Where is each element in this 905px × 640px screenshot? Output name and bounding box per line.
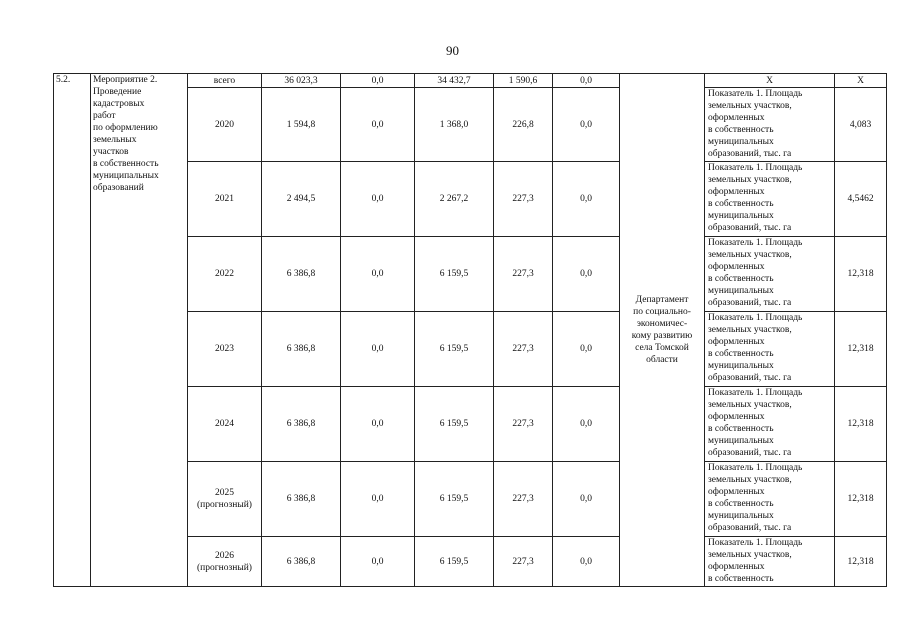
value-cell: 12,318 bbox=[835, 237, 887, 312]
local-cell: 227,3 bbox=[494, 237, 553, 312]
indicator-cell: Х bbox=[705, 74, 835, 88]
other-cell: 0,0 bbox=[553, 537, 620, 587]
other-cell: 0,0 bbox=[553, 237, 620, 312]
local-cell: 227,3 bbox=[494, 537, 553, 587]
local-cell: 226,8 bbox=[494, 88, 553, 162]
table-row-total bbox=[54, 74, 887, 88]
federal-cell: 0,0 bbox=[341, 162, 415, 237]
year-cell bbox=[188, 237, 262, 312]
year-cell bbox=[188, 537, 262, 587]
year-cell bbox=[188, 387, 262, 462]
total-cell: 2 494,5 bbox=[262, 162, 341, 237]
indicator-cell: Показатель 1. Площадь земельных участков, оформленных в собственность муниципальных образований, тыс. га bbox=[705, 387, 835, 462]
other-cell: 0,0 bbox=[553, 74, 620, 88]
year-label: 2022 bbox=[215, 269, 234, 279]
total-cell: 6 386,8 bbox=[262, 387, 341, 462]
total-cell: 6 386,8 bbox=[262, 237, 341, 312]
federal-cell: 0,0 bbox=[341, 74, 415, 88]
regional-cell: 34 432,7 bbox=[415, 74, 494, 88]
value-cell: 12,318 bbox=[835, 537, 887, 587]
other-cell: 0,0 bbox=[553, 462, 620, 537]
local-cell: 227,3 bbox=[494, 462, 553, 537]
regional-cell: 6 159,5 bbox=[415, 462, 494, 537]
total-cell: 6 386,8 bbox=[262, 537, 341, 587]
total-cell: 36 023,3 bbox=[262, 74, 341, 88]
year-label: 2025 bbox=[215, 488, 234, 498]
other-cell: 0,0 bbox=[553, 162, 620, 237]
year-cell bbox=[188, 312, 262, 387]
indicator-cell: Показатель 1. Площадь земельных участков, оформленных в собственность муниципальных образований, тыс. га bbox=[705, 462, 835, 537]
federal-cell: 0,0 bbox=[341, 387, 415, 462]
regional-cell: 6 159,5 bbox=[415, 537, 494, 587]
page-number: 90 bbox=[446, 43, 459, 58]
other-cell: 0,0 bbox=[553, 387, 620, 462]
regional-cell: 6 159,5 bbox=[415, 387, 494, 462]
activity-name-text: Мероприятие 2. Проведение кадастровых работ по оформлению земельных участков в собственность муниципальных образований bbox=[93, 75, 159, 193]
federal-cell: 0,0 bbox=[341, 237, 415, 312]
value-cell: 4,5462 bbox=[835, 162, 887, 237]
value-cell: 12,318 bbox=[835, 462, 887, 537]
indicator-cell: Показатель 1. Площадь земельных участков, оформленных в собственность муниципальных образований, тыс. га bbox=[705, 88, 835, 162]
total-cell: 6 386,8 bbox=[262, 462, 341, 537]
local-cell: 227,3 bbox=[494, 162, 553, 237]
department-cell bbox=[620, 74, 705, 587]
year-label: 2026 bbox=[215, 550, 234, 561]
value-cell: 4,083 bbox=[835, 88, 887, 162]
year-cell bbox=[188, 88, 262, 162]
forecast-label: (прогнозный) bbox=[197, 562, 252, 573]
year-label: 2021 bbox=[215, 194, 234, 204]
other-cell: 0,0 bbox=[553, 312, 620, 387]
forecast-label: (прогнозный) bbox=[197, 500, 252, 510]
year-cell bbox=[188, 462, 262, 537]
value-cell: 12,318 bbox=[835, 312, 887, 387]
year-label: 2024 bbox=[215, 419, 234, 429]
federal-cell: 0,0 bbox=[341, 462, 415, 537]
year-label: 2023 bbox=[215, 344, 234, 354]
year-cell: всего bbox=[188, 74, 262, 88]
year-label: 2020 bbox=[215, 119, 234, 130]
indicator-cell: Показатель 1. Площадь земельных участков, оформленных в собственность bbox=[705, 537, 835, 587]
local-cell: 227,3 bbox=[494, 312, 553, 387]
local-cell: 1 590,6 bbox=[494, 74, 553, 88]
federal-cell: 0,0 bbox=[341, 88, 415, 162]
program-table bbox=[53, 73, 887, 587]
value-cell: 12,318 bbox=[835, 387, 887, 462]
regional-cell: 1 368,0 bbox=[415, 88, 494, 162]
row-number-cell: 5.2. bbox=[54, 74, 91, 587]
total-cell: 6 386,8 bbox=[262, 312, 341, 387]
total-cell: 1 594,8 bbox=[262, 88, 341, 162]
indicator-cell: Показатель 1. Площадь земельных участков, оформленных в собственность муниципальных образований, тыс. га bbox=[705, 237, 835, 312]
regional-cell: 6 159,5 bbox=[415, 312, 494, 387]
federal-cell: 0,0 bbox=[341, 312, 415, 387]
federal-cell: 0,0 bbox=[341, 537, 415, 587]
other-cell: 0,0 bbox=[553, 88, 620, 162]
department-text: Департамент по социально- экономичес- кому развитию села Томской области bbox=[631, 295, 693, 365]
regional-cell: 6 159,5 bbox=[415, 237, 494, 312]
indicator-cell: Показатель 1. Площадь земельных участков, оформленных в собственность муниципальных образований, тыс. га bbox=[705, 312, 835, 387]
indicator-cell: Показатель 1. Площадь земельных участков, оформленных в собственность муниципальных образований, тыс. га bbox=[705, 162, 835, 237]
regional-cell: 2 267,2 bbox=[415, 162, 494, 237]
year-cell bbox=[188, 162, 262, 237]
local-cell: 227,3 bbox=[494, 387, 553, 462]
value-cell: Х bbox=[835, 74, 887, 88]
activity-name-cell bbox=[91, 74, 188, 587]
